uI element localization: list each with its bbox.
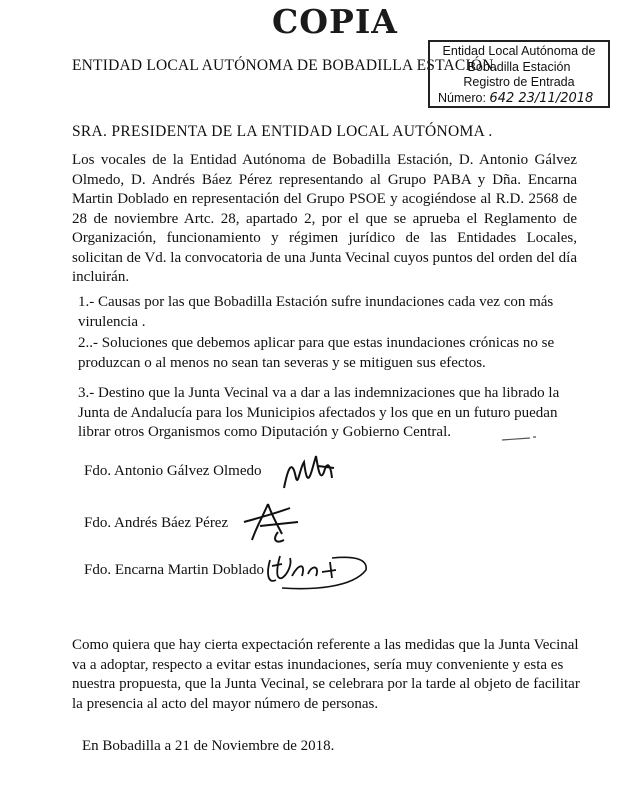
date-line: En Bobadilla a 21 de Noviembre de 2018. (82, 738, 335, 754)
agenda-item-2: 2..- Soluciones que debemos aplicar para que estas inundaciones crónicas no se produzcan o al menos no sean tan severas y se mitiguen sus efectos. (78, 335, 555, 371)
signatory-1: Fdo. Antonio Gálvez Olmedo (84, 463, 262, 479)
registry-number-row (430, 91, 608, 107)
agenda-item-3: 3.- Destino que la Junta Vecinal va a dar a las indemnizaciones que ha librado la Junta de Andalucía para los Municipios afectados y los que en un futuro puedan librar otros Organismos como Diputación y Gobierno Central. (78, 385, 560, 440)
intro-paragraph: Los vocales de la Entidad Autónoma de Bobadilla Estación, D. Antonio Gálvez Olmedo, D. Andrés Báez Pérez representando al Grupo PABA y Dña. Encarna Martin Doblado en representación del Grupo PSOE y acogiéndose al R.D. 2568 de 28 de noviembre Artc. 28, apartado 2, por el que se aprueba el Reglamento de Organización, funcionamiento y régimen jurídico de las Entidades Locales, solicitan de Vd. la convocatoria de una Junta Vecinal cuyos puntos del orden del día incluirán. (72, 152, 577, 285)
signature-1 (278, 448, 358, 498)
signature-2 (238, 500, 308, 548)
signatory-3: Fdo. Encarna Martin Doblado (84, 562, 264, 578)
registry-number-value: 642 23/11/2018 (489, 90, 594, 106)
entity-header: ENTIDAD LOCAL AUTÓNOMA DE BOBADILLA ESTACIÓN. (72, 57, 498, 74)
registry-number-label: Número: (438, 90, 486, 105)
addressee: SRA. PRESIDENTA DE LA ENTIDAD LOCAL AUTÓNOMA . (72, 123, 493, 140)
pen-mark (500, 434, 540, 444)
registry-line-2: Bobadilla Estación (467, 59, 571, 74)
agenda-item-1: 1.- Causas por las que Bobadilla Estación sufre inundaciones cada vez con más virulencia . (78, 294, 554, 330)
signature-3 (262, 550, 372, 594)
copia-stamp: COPIA (272, 2, 398, 41)
registry-stamp (428, 40, 610, 108)
registry-line-3: Registro de Entrada (463, 75, 575, 89)
closing-paragraph: Como quiera que hay cierta expectación referente a las medidas que la Junta Vecinal va a adoptar, respecto a evitar estas inundaciones, sería muy conveniente y esta es nuestra propuesta, que la Junta Vecinal, se celebrara por la tarde al objeto de facilitar la presencia al acto del mayor número de personas. (72, 637, 580, 712)
registry-line-1: Entidad Local Autónoma de (442, 44, 596, 58)
signatory-2: Fdo. Andrés Báez Pérez (84, 515, 229, 531)
